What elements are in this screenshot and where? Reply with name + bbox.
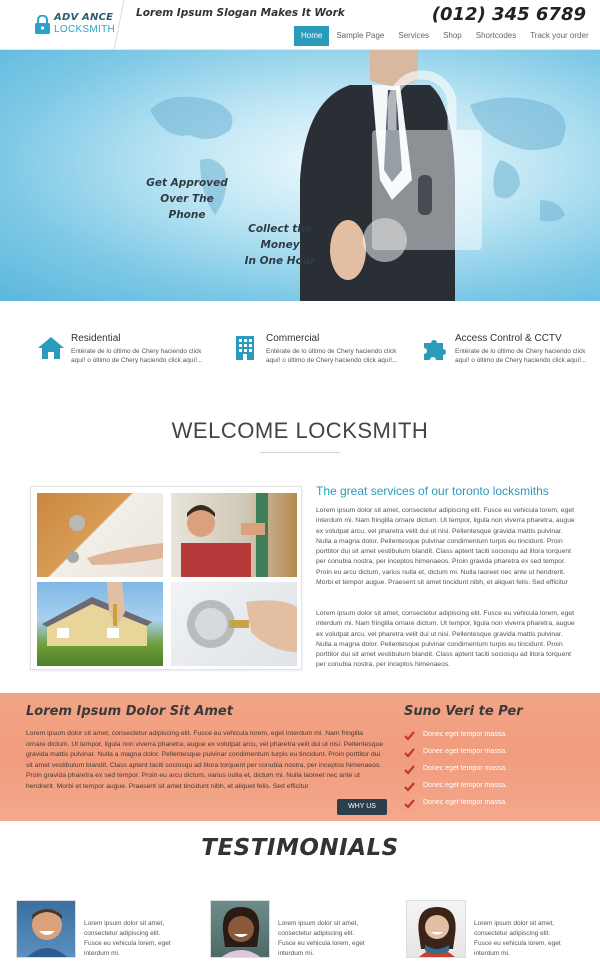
nav-shop[interactable]: Shop bbox=[443, 31, 462, 40]
welcome-heading: WELCOME LOCKSMITH bbox=[171, 418, 429, 443]
testimonial-card bbox=[16, 900, 196, 962]
gallery-photo-doorknob[interactable] bbox=[171, 582, 297, 666]
feature-title: Commercial bbox=[266, 333, 320, 344]
checklist-label: Donec eget tempor massa. bbox=[423, 765, 508, 772]
checkmark-icon bbox=[404, 747, 415, 758]
feature-desc: Entérate de lo último de Chery haciendo click aquí! o último de Chery haciendo click aquí!... bbox=[266, 348, 398, 364]
logo-text-bottom: LOCKSMITH bbox=[54, 24, 116, 35]
home-icon bbox=[37, 335, 65, 361]
phone-number[interactable]: (012) 345 6789 bbox=[431, 4, 586, 25]
why-us-button[interactable]: WHY US bbox=[337, 799, 387, 815]
site-slogan: Lorem Ipsum Slogan Makes It Work bbox=[136, 7, 345, 19]
welcome-divider bbox=[260, 452, 340, 453]
feature-title: Residential bbox=[71, 333, 121, 344]
services-paragraph-1: Lorem ipsum dolor sit amet, consectetur adipiscing elit. Fusce eu vehicula lorem, eget interdum mi. Nam fringilla ornare dictum. Ut tempor, ligula non viverra pharetra, augue ex volutpat arcu, vel pharetra velit dui ut nisi. Pellentesque gravida mattis pulvinar. Nulla a magna dolor. Pellentesque pulvinar condimentum turpis eu tincidunt. Proin porttitor dui sit amet vestibulum blandit. Class aptent taciti sociosqu ad litora torquent per conubia nostra, per inceptos himenaeos. Proin gravida pharetra ex sed tempor. Proin eu arcu dictum, varius nulla et, dictum mi. Nulla laoreet nec ante ut hendrerit. Morbi et tempor augue. Praesent sit amet tincidunt nibh, et aliquet felis. Sed efficitur bbox=[316, 507, 575, 587]
feature-residential[interactable] bbox=[37, 333, 207, 373]
feature-access-control[interactable] bbox=[421, 333, 591, 373]
hero-caption-1-line-2: Over The Phone bbox=[160, 193, 214, 221]
promo-text: Lorem ipsum dolor sit amet, consectetur adipiscing elit. Fusce eu vehicula lorem, eget interdum mi. Nam fringilla ornare dictum. Ut tempor, ligula non viverra pharetra, augue ex volutpat arcu, vel pharetra velit dui ut nisi. Pellentesque gravida mattis pulvinar. Nulla a magna dolor. Pellentesque pulvinar condimentum turpis eu tincidunt. Proin porttitor dui sit amet vestibulum blandit. Class aptent taciti sociosqu ad litora torquent per conubia nostra, per inceptos himenaeos. Proin gravida pharetra ex sed tempor. Proin eu arcu dictum, varius nulla et, dictum mi. Nulla laoreet nec ante ut hendrerit. Morbi et tempor augue. Praesent sit amet tincidunt nibh, et aliquet felis. Sed efficitur bbox=[26, 730, 384, 790]
avatar bbox=[210, 900, 270, 958]
services-paragraph-2: Lorem ipsum dolor sit amet, consectetur adipiscing elit. Fusce eu vehicula lorem, eget interdum mi. Nam fringilla ornare dictum. Ut tempor, ligula non viverra pharetra, augue ex volutpat arcu, vel pharetra velit dui ut nisi. Pellentesque gravida mattis pulvinar. Nulla a magna dolor. Pellentesque pulvinar condimentum turpis eu tincidunt. Proin porttitor dui sit amet vestibulum blandit. Class aptent taciti sociosqu ad litora torquent per conubia nostra, per inceptos himenaeos. bbox=[316, 610, 575, 669]
testimonial-card bbox=[210, 900, 390, 962]
checklist-label: Donec eget tempor massa. bbox=[423, 731, 508, 738]
testimonials-heading: TESTIMONIALS bbox=[201, 835, 399, 861]
padlock-logo-icon bbox=[34, 15, 51, 34]
avatar-man-image bbox=[17, 901, 76, 958]
testimonial-text: Lorem ipsum dolor sit amet, consectetur adipiscing elit. Fusce eu vehicula lorem, eget interdum mi. bbox=[84, 920, 171, 957]
checkmark-icon bbox=[404, 730, 415, 741]
services-heading: The great services of our toronto locksmiths bbox=[316, 484, 549, 498]
nav-sample-page[interactable]: Sample Page bbox=[336, 31, 385, 40]
avatar bbox=[406, 900, 466, 958]
checkmark-icon bbox=[404, 781, 415, 792]
hero-caption-1 bbox=[142, 175, 232, 223]
checklist-label: Donec eget tempor massa. bbox=[423, 748, 508, 755]
nav-track-order[interactable]: Track your order bbox=[530, 31, 589, 40]
checkmark-icon bbox=[404, 764, 415, 775]
nav-services[interactable]: Services bbox=[398, 31, 430, 40]
testimonial-text: Lorem ipsum dolor sit amet, consectetur adipiscing elit. Fusce eu vehicula lorem, eget interdum mi. bbox=[278, 920, 365, 957]
avatar-woman-image bbox=[211, 901, 270, 958]
key-in-door-image bbox=[37, 493, 163, 577]
site-logo[interactable] bbox=[34, 12, 116, 38]
photo-gallery bbox=[30, 486, 302, 670]
avatar bbox=[16, 900, 76, 958]
gallery-photo-locksmith[interactable] bbox=[171, 493, 297, 577]
feature-title: Access Control & CCTV bbox=[455, 333, 562, 344]
checklist-title: Suno Veri te Per bbox=[404, 704, 523, 719]
header-divider bbox=[112, 0, 126, 50]
checklist-label: Donec eget tempor massa. bbox=[423, 782, 508, 789]
checklist-label: Donec eget tempor massa. bbox=[423, 799, 508, 806]
nav-shortcodes[interactable]: Shortcodes bbox=[475, 31, 517, 40]
feature-desc: Entérate de lo último de Chery haciendo click aquí! o último de Chery haciendo click aquí!... bbox=[455, 348, 587, 364]
hero-caption-2-line-2: In One Hour bbox=[244, 255, 316, 267]
feature-desc: Entérate de lo último de Chery haciendo click aquí! o último de Chery haciendo click aquí!... bbox=[71, 348, 203, 364]
hero-banner bbox=[0, 50, 600, 301]
hero-caption-1-line-1: Get Approved bbox=[146, 177, 228, 189]
puzzle-icon bbox=[421, 335, 449, 361]
locksmith-working-image bbox=[171, 493, 297, 577]
testimonial-text: Lorem ipsum dolor sit amet, consectetur adipiscing elit. Fusce eu vehicula lorem, eget interdum mi. bbox=[474, 920, 561, 957]
hero-caption-2 bbox=[230, 221, 330, 269]
site-header bbox=[0, 0, 600, 50]
testimonial-card bbox=[406, 900, 586, 962]
gallery-photo-house[interactable] bbox=[37, 582, 163, 666]
promo-title: Lorem Ipsum Dolor Sit Amet bbox=[26, 704, 233, 719]
avatar-woman-scarf-image bbox=[407, 901, 466, 958]
main-nav bbox=[294, 26, 596, 46]
building-icon bbox=[232, 335, 260, 361]
nav-home[interactable]: Home bbox=[294, 26, 329, 46]
doorknob-key-image bbox=[171, 582, 297, 666]
logo-text-top: ADV ANCE bbox=[54, 12, 114, 23]
feature-commercial[interactable] bbox=[232, 333, 402, 373]
gallery-photo-door-key[interactable] bbox=[37, 493, 163, 577]
checkmark-icon bbox=[404, 798, 415, 809]
hero-caption-2-line-1: Collect the Money bbox=[248, 223, 312, 251]
house-keys-image bbox=[37, 582, 163, 666]
